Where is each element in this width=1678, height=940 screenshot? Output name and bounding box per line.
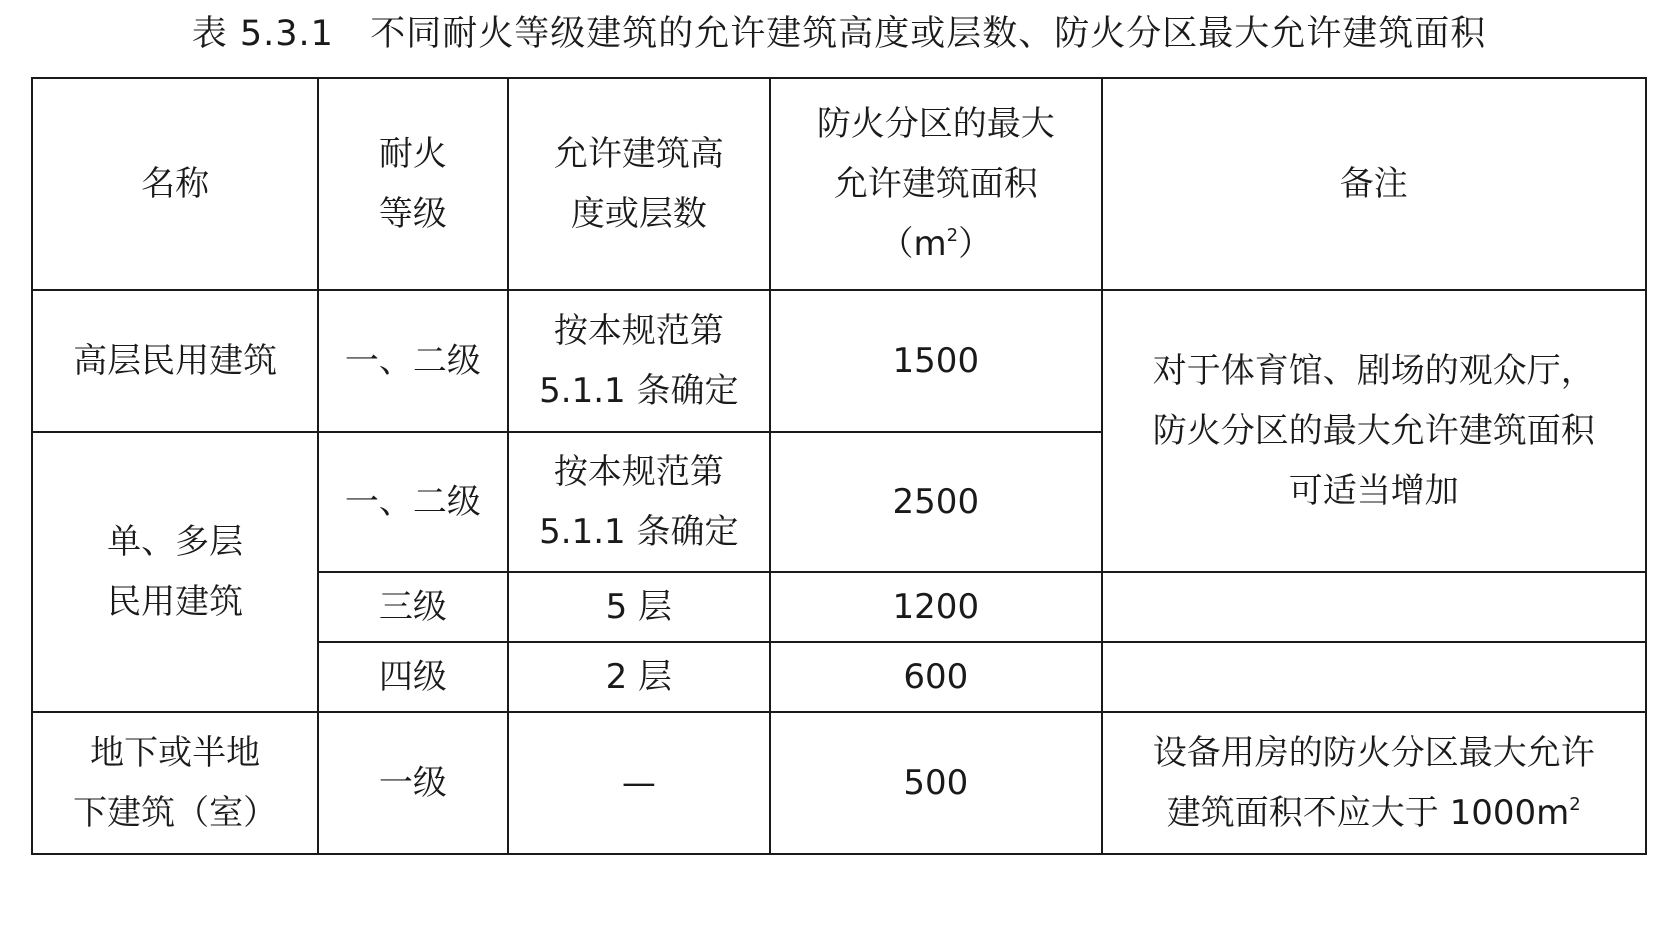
header-height-line1: 允许建筑高 — [553, 134, 724, 174]
header-area-line1: 防火分区的最大 — [816, 104, 1055, 144]
header-fire-rating-line1: 耐火 — [378, 134, 447, 174]
cell-note-empty — [1102, 642, 1646, 712]
header-area-unit — [777, 214, 1094, 274]
fire-rating-table — [31, 77, 1647, 855]
note-line2-text: 建筑面积不应大于 1000m — [1166, 793, 1570, 833]
table-caption: 表 5.3.1 不同耐火等级建筑的允许建筑高度或层数、防火分区最大允许建筑面积 — [191, 14, 1487, 54]
cell-name-line2: 民用建筑 — [107, 582, 244, 622]
cell-height-line2: 5.1.1 条确定 — [539, 512, 739, 552]
cell-name-line1: 地下或半地 — [90, 733, 261, 773]
unit-sup: 2 — [946, 225, 959, 246]
cell-height-line1: 按本规范第 — [553, 452, 724, 492]
header-area — [770, 78, 1101, 290]
header-name: 名称 — [32, 78, 318, 290]
cell-fire-rating: 一级 — [318, 712, 507, 854]
header-fire-rating-line2: 等级 — [378, 194, 447, 234]
cell-name-line1: 单、多层 — [107, 522, 244, 562]
cell-height-line1: 按本规范第 — [553, 311, 724, 351]
cell-fire-rating: 四级 — [318, 642, 507, 712]
note-line2-sup: 2 — [1569, 794, 1581, 815]
shared-note-line2: 防火分区的最大允许建筑面积 — [1152, 411, 1595, 451]
cell-area: 2500 — [770, 432, 1101, 572]
cell-note-underground — [1102, 712, 1646, 854]
cell-fire-rating: 一、二级 — [318, 290, 507, 432]
header-height-line2: 度或层数 — [570, 194, 707, 234]
shared-note-line1: 对于体育馆、剧场的观众厅， — [1152, 351, 1595, 391]
cell-fire-rating: 三级 — [318, 572, 507, 642]
cell-height: — — [508, 712, 771, 854]
cell-shared-note — [1102, 290, 1646, 572]
header-row — [32, 78, 1646, 290]
cell-height: 5 层 — [508, 572, 771, 642]
header-fire-rating — [318, 78, 507, 290]
header-note: 备注 — [1102, 78, 1646, 290]
cell-name-high-rise: 高层民用建筑 — [32, 290, 318, 432]
cell-height: 2 层 — [508, 642, 771, 712]
header-area-line2: 允许建筑面积 — [833, 164, 1038, 204]
table-row — [32, 290, 1646, 432]
cell-area: 500 — [770, 712, 1101, 854]
cell-note-empty — [1102, 572, 1646, 642]
cell-name-line2: 下建筑（室） — [73, 793, 278, 833]
unit-close: ） — [958, 224, 993, 264]
shared-note-line3: 可适当增加 — [1288, 471, 1459, 511]
cell-height — [508, 432, 771, 572]
cell-height — [508, 290, 771, 432]
cell-area: 1500 — [770, 290, 1101, 432]
cell-area: 1200 — [770, 572, 1101, 642]
note-line1: 设备用房的防火分区最大允许 — [1152, 733, 1595, 773]
note-line2 — [1109, 783, 1639, 843]
cell-name-underground — [32, 712, 318, 854]
header-height — [508, 78, 771, 290]
cell-fire-rating: 一、二级 — [318, 432, 507, 572]
cell-height-line2: 5.1.1 条确定 — [539, 371, 739, 411]
cell-name-multi-story — [32, 432, 318, 712]
table-row — [32, 712, 1646, 854]
cell-area: 600 — [770, 642, 1101, 712]
unit-open: （m — [879, 224, 947, 264]
